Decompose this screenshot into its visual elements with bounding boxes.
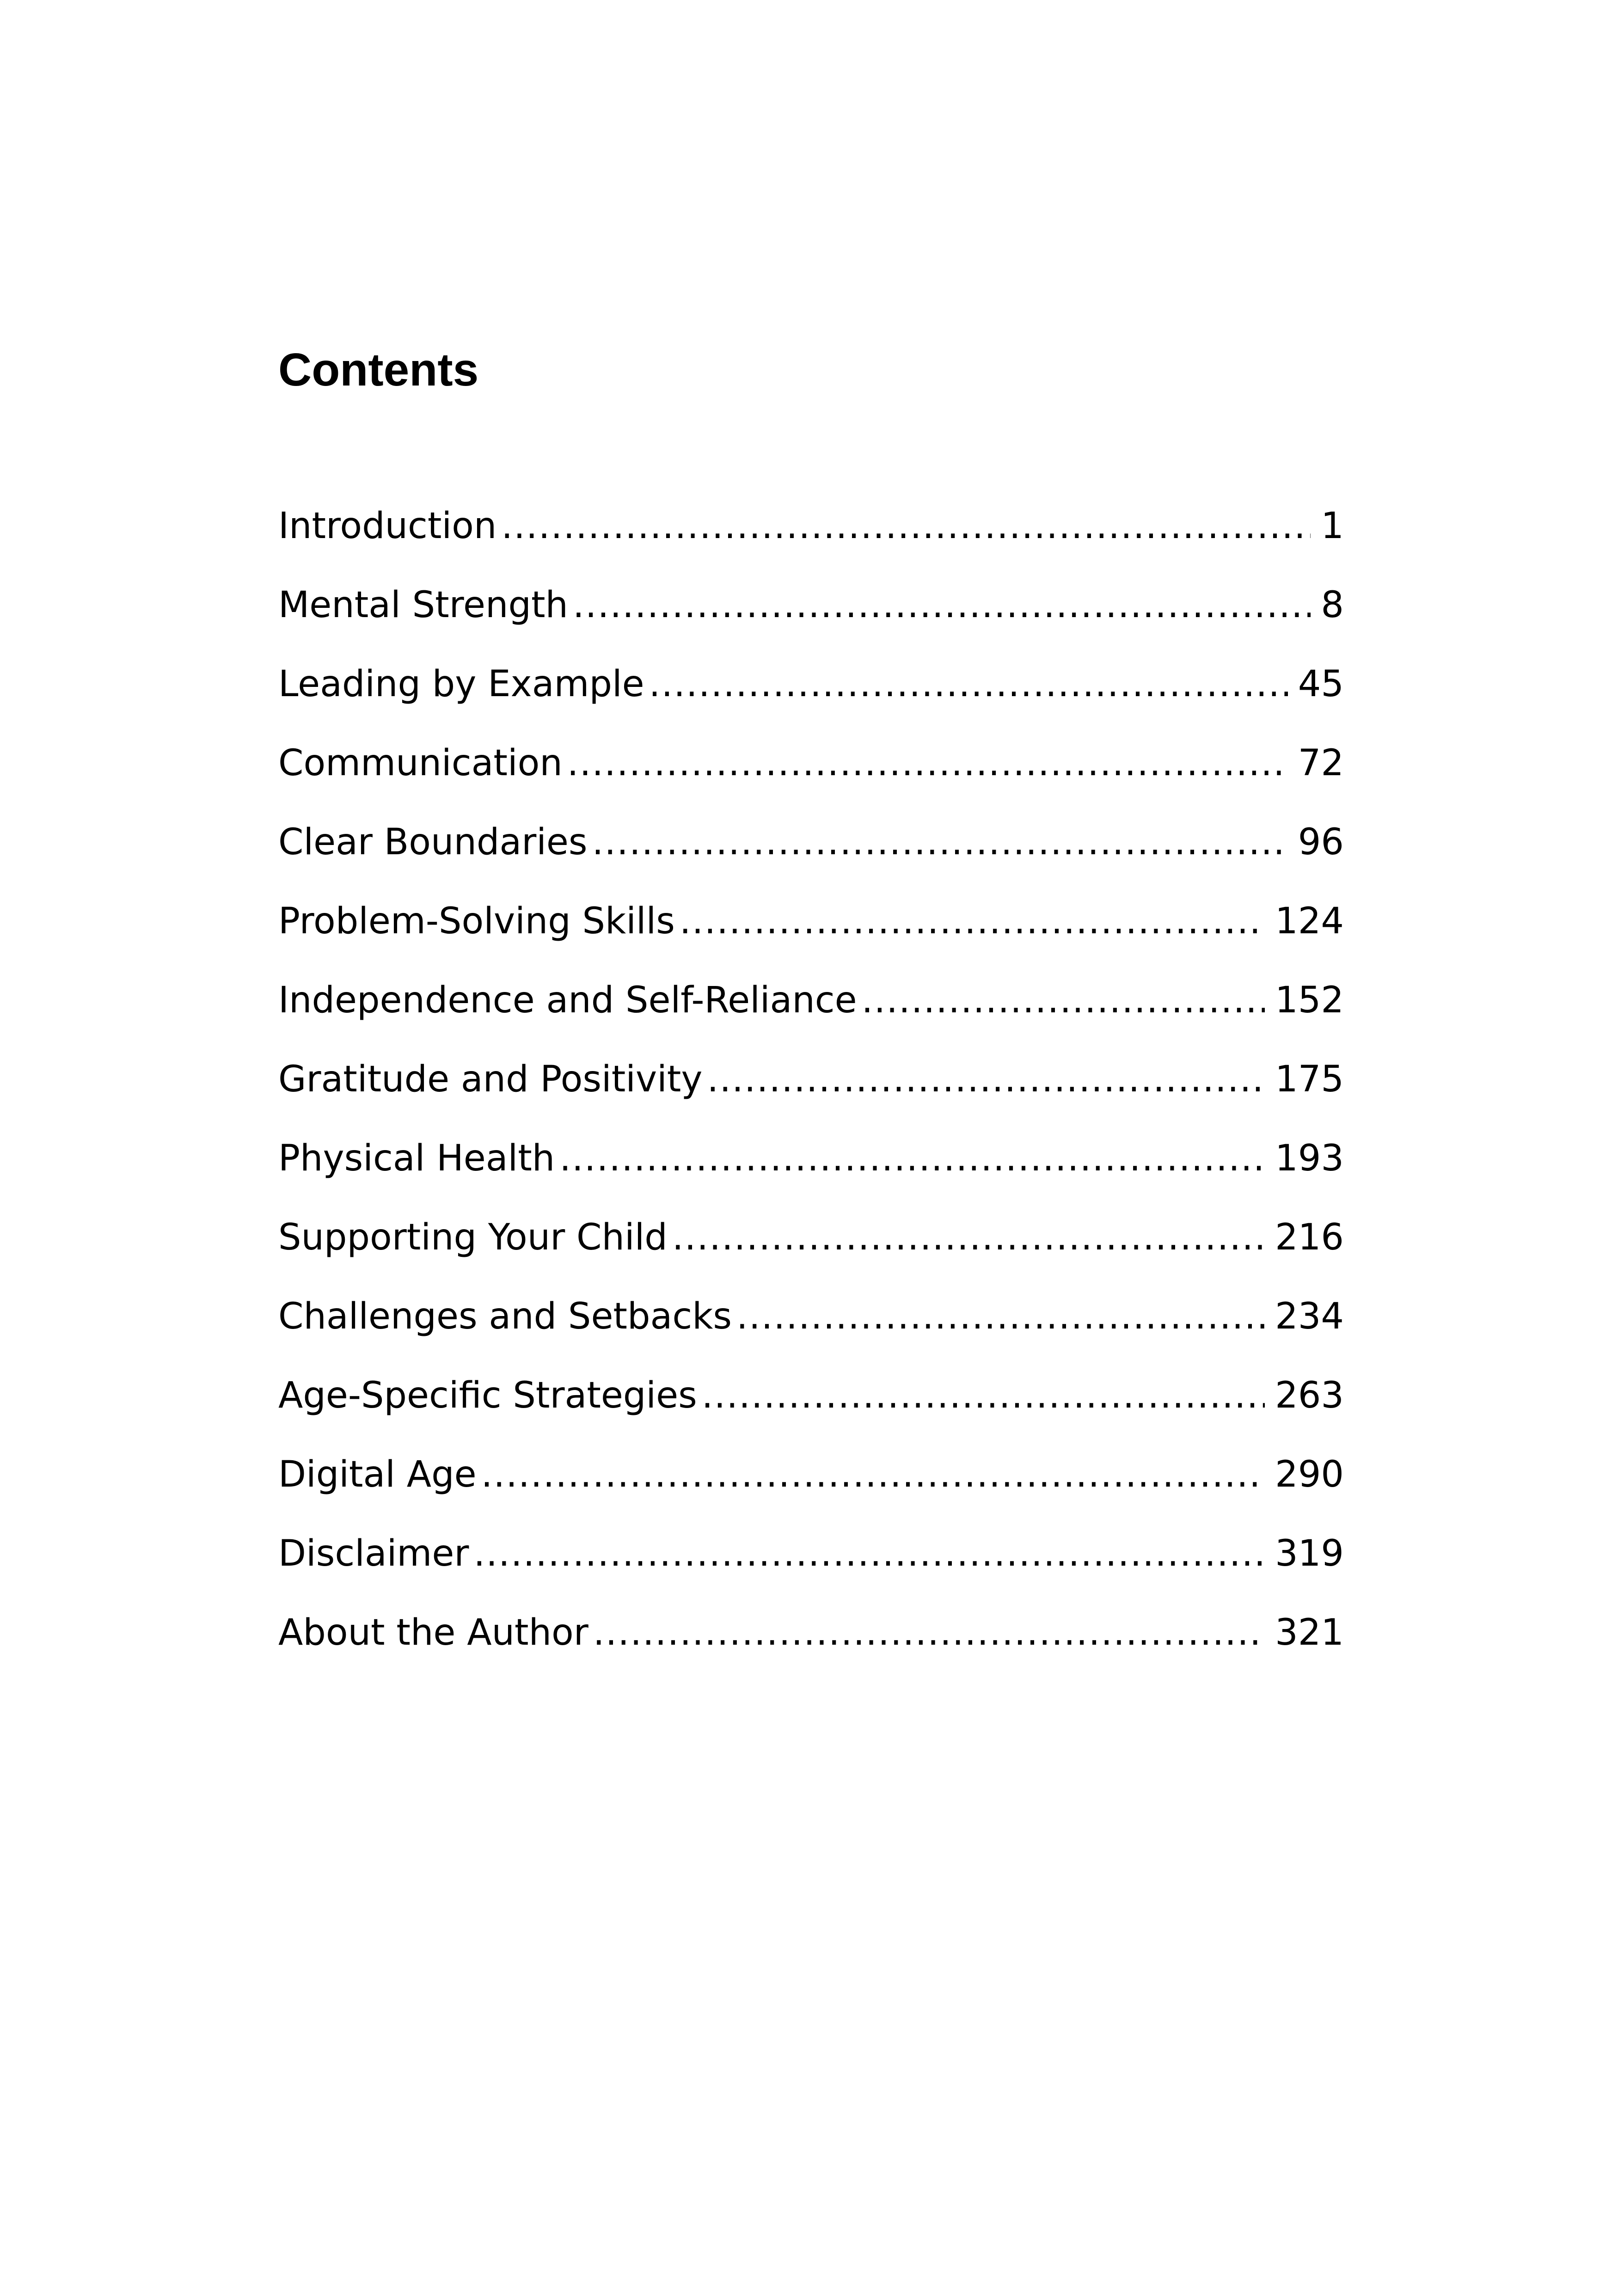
toc-entry[interactable] [278,735,1344,814]
toc-entry[interactable] [278,814,1344,894]
toc-entry-title: Gratitude and Positivity [278,1059,703,1100]
dot-leader [707,1052,1265,1107]
toc-entry-page-number: 234 [1275,1296,1344,1337]
toc-entry-page-number: 319 [1275,1533,1344,1574]
toc-entry-page-number: 175 [1275,1059,1344,1100]
toc-entry-title: Supporting Your Child [278,1217,668,1258]
dot-leader [702,1368,1265,1423]
toc-entry[interactable] [278,1289,1344,1368]
toc-entry-page-number: 290 [1275,1454,1344,1495]
toc-entry-title: Introduction [278,505,497,547]
toc-entry-page-number: 96 [1298,821,1344,863]
dot-leader [649,656,1288,712]
toc-entry-title: Age-Specific Strategies [278,1375,697,1416]
toc-entry[interactable] [278,1526,1344,1605]
toc-entry-page-number: 193 [1275,1138,1344,1179]
toc-entry-page-number: 216 [1275,1217,1344,1258]
toc-entry-title: Disclaimer [278,1533,469,1574]
toc-entry[interactable] [278,656,1344,735]
page-title: Contents [278,344,479,396]
table-of-contents [278,498,1344,1684]
dot-leader [592,814,1288,870]
dot-leader [567,735,1288,791]
toc-entry-title: Challenges and Setbacks [278,1296,732,1337]
dot-leader [736,1289,1265,1344]
dot-leader [481,1447,1265,1502]
toc-entry-page-number: 8 [1321,584,1344,626]
dot-leader [559,1131,1265,1186]
toc-entry[interactable] [278,1605,1344,1684]
toc-entry[interactable] [278,1447,1344,1526]
dot-leader [862,973,1265,1028]
toc-entry[interactable] [278,577,1344,656]
toc-entry-title: Clear Boundaries [278,821,588,863]
toc-entry-title: Mental Strength [278,584,568,626]
toc-entry-title: Digital Age [278,1454,477,1495]
toc-entry-title: Leading by Example [278,663,644,705]
toc-entry-page-number: 321 [1275,1612,1344,1653]
dot-leader [473,1526,1265,1581]
dot-leader [593,1605,1265,1660]
toc-entry-title: Independence and Self-Reliance [278,980,857,1021]
toc-entry[interactable] [278,1368,1344,1447]
dot-leader [672,1210,1265,1265]
toc-entry-page-number: 1 [1321,505,1344,547]
toc-entry[interactable] [278,1210,1344,1289]
toc-entry-page-number: 152 [1275,980,1344,1021]
toc-entry-page-number: 45 [1298,663,1344,705]
toc-entry[interactable] [278,973,1344,1052]
toc-entry[interactable] [278,1131,1344,1210]
toc-entry-title: About the Author [278,1612,588,1653]
toc-entry-title: Problem-Solving Skills [278,900,675,942]
toc-entry-page-number: 124 [1275,900,1344,942]
toc-entry-page-number: 263 [1275,1375,1344,1416]
toc-entry[interactable] [278,894,1344,973]
dot-leader [501,498,1311,554]
dot-leader [680,894,1265,949]
toc-entry-page-number: 72 [1298,742,1344,784]
toc-entry[interactable] [278,1052,1344,1131]
dot-leader [573,577,1311,633]
toc-entry-title: Physical Health [278,1138,555,1179]
toc-entry-title: Communication [278,742,563,784]
toc-entry[interactable] [278,498,1344,577]
